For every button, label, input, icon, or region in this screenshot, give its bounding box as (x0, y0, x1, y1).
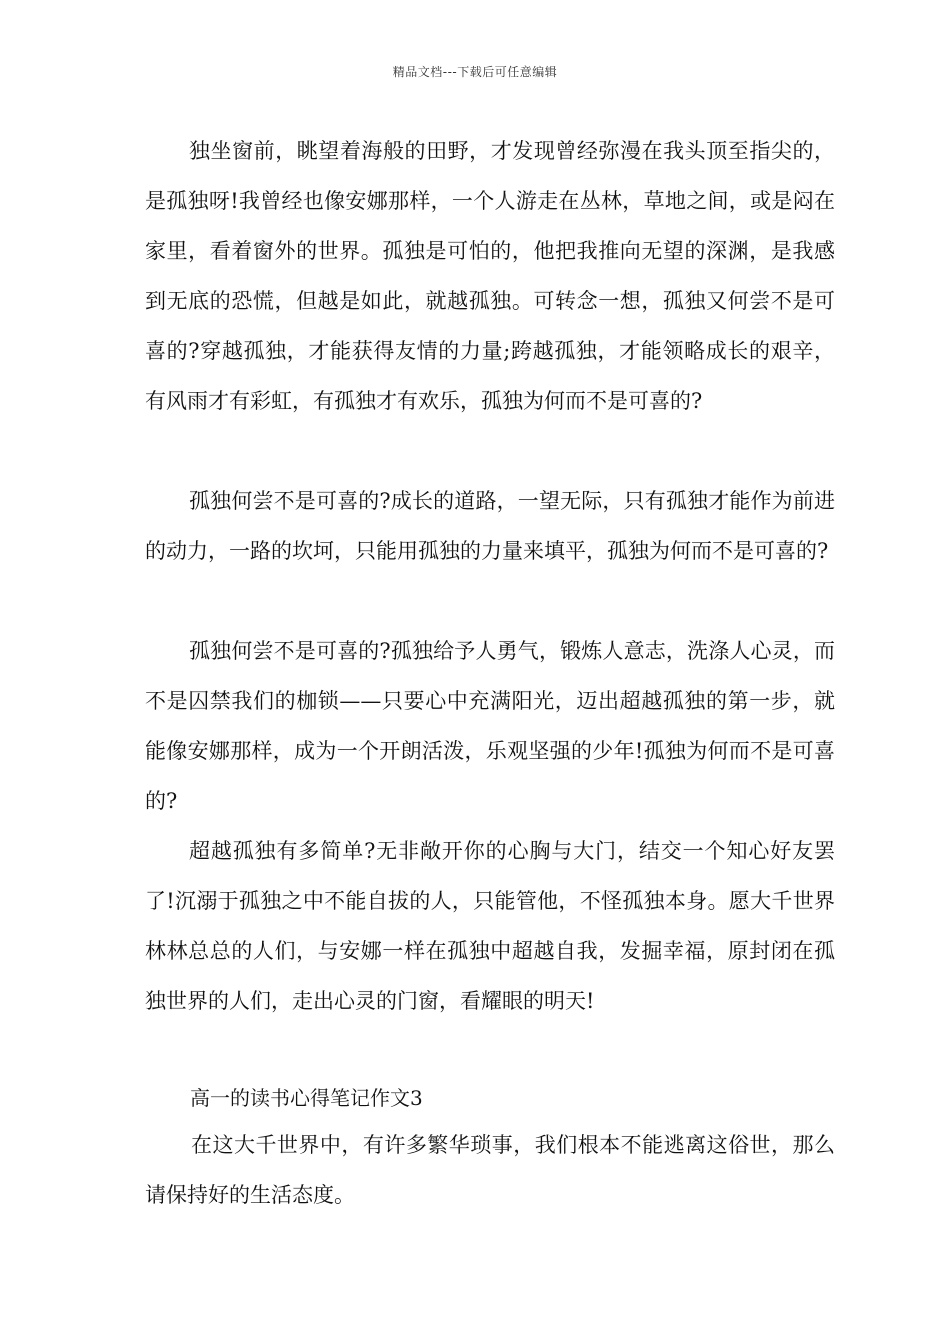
page-header: 精品文档---下载后可任意编辑 (392, 65, 558, 79)
body-paragraph-4: 超越孤独有多简单?无非敞开你的心胸与大门，结交一个知心好友罢了!沉溺于孤独之中不能自拔的人，只能管他，不怪孤独本身。愿大千世界林林总总的人们，与安娜一样在孤独中超越自我，发掘幸福，原封闭在孤独世界的人们，走出心灵的门窗，看耀眼的明天! (145, 839, 835, 1013)
section-title: 高一的读书心得笔记作文3 (190, 1086, 423, 1110)
body-paragraph-3: 孤独何尝不是可喜的?孤独给予人勇气，锻炼人意志，洗涤人心灵，而不是囚禁我们的枷锁——只要心中充满阳光，迈出超越孤独的第一步，就能像安娜那样，成为一个开朗活泼，乐观坚强的少年!孤独为何而不是可喜的? (145, 639, 835, 813)
body-paragraph-1: 独坐窗前，眺望着海般的田野，才发现曾经弥漫在我头顶至指尖的，是孤独呀!我曾经也像安娜那样，一个人游走在丛林，草地之间，或是闷在家里，看着窗外的世界。孤独是可怕的，他把我推向无望的深渊，是我感到无底的恐慌，但越是如此，就越孤独。可转念一想，孤独又何尝不是可喜的?穿越孤独，才能获得友情的力量;跨越孤独，才能领略成长的艰辛，有风雨才有彩虹，有孤独才有欢乐，孤独为何而不是可喜的? (145, 139, 835, 413)
section-paragraph: 在这大千世界中，有许多繁华琐事，我们根本不能逃离这俗世，那么请保持好的生活态度。 (145, 1133, 835, 1207)
body-paragraph-2: 孤独何尝不是可喜的?成长的道路，一望无际，只有孤独才能作为前进的动力，一路的坎坷，只能用孤独的力量来填平，孤独为何而不是可喜的? (145, 489, 835, 563)
